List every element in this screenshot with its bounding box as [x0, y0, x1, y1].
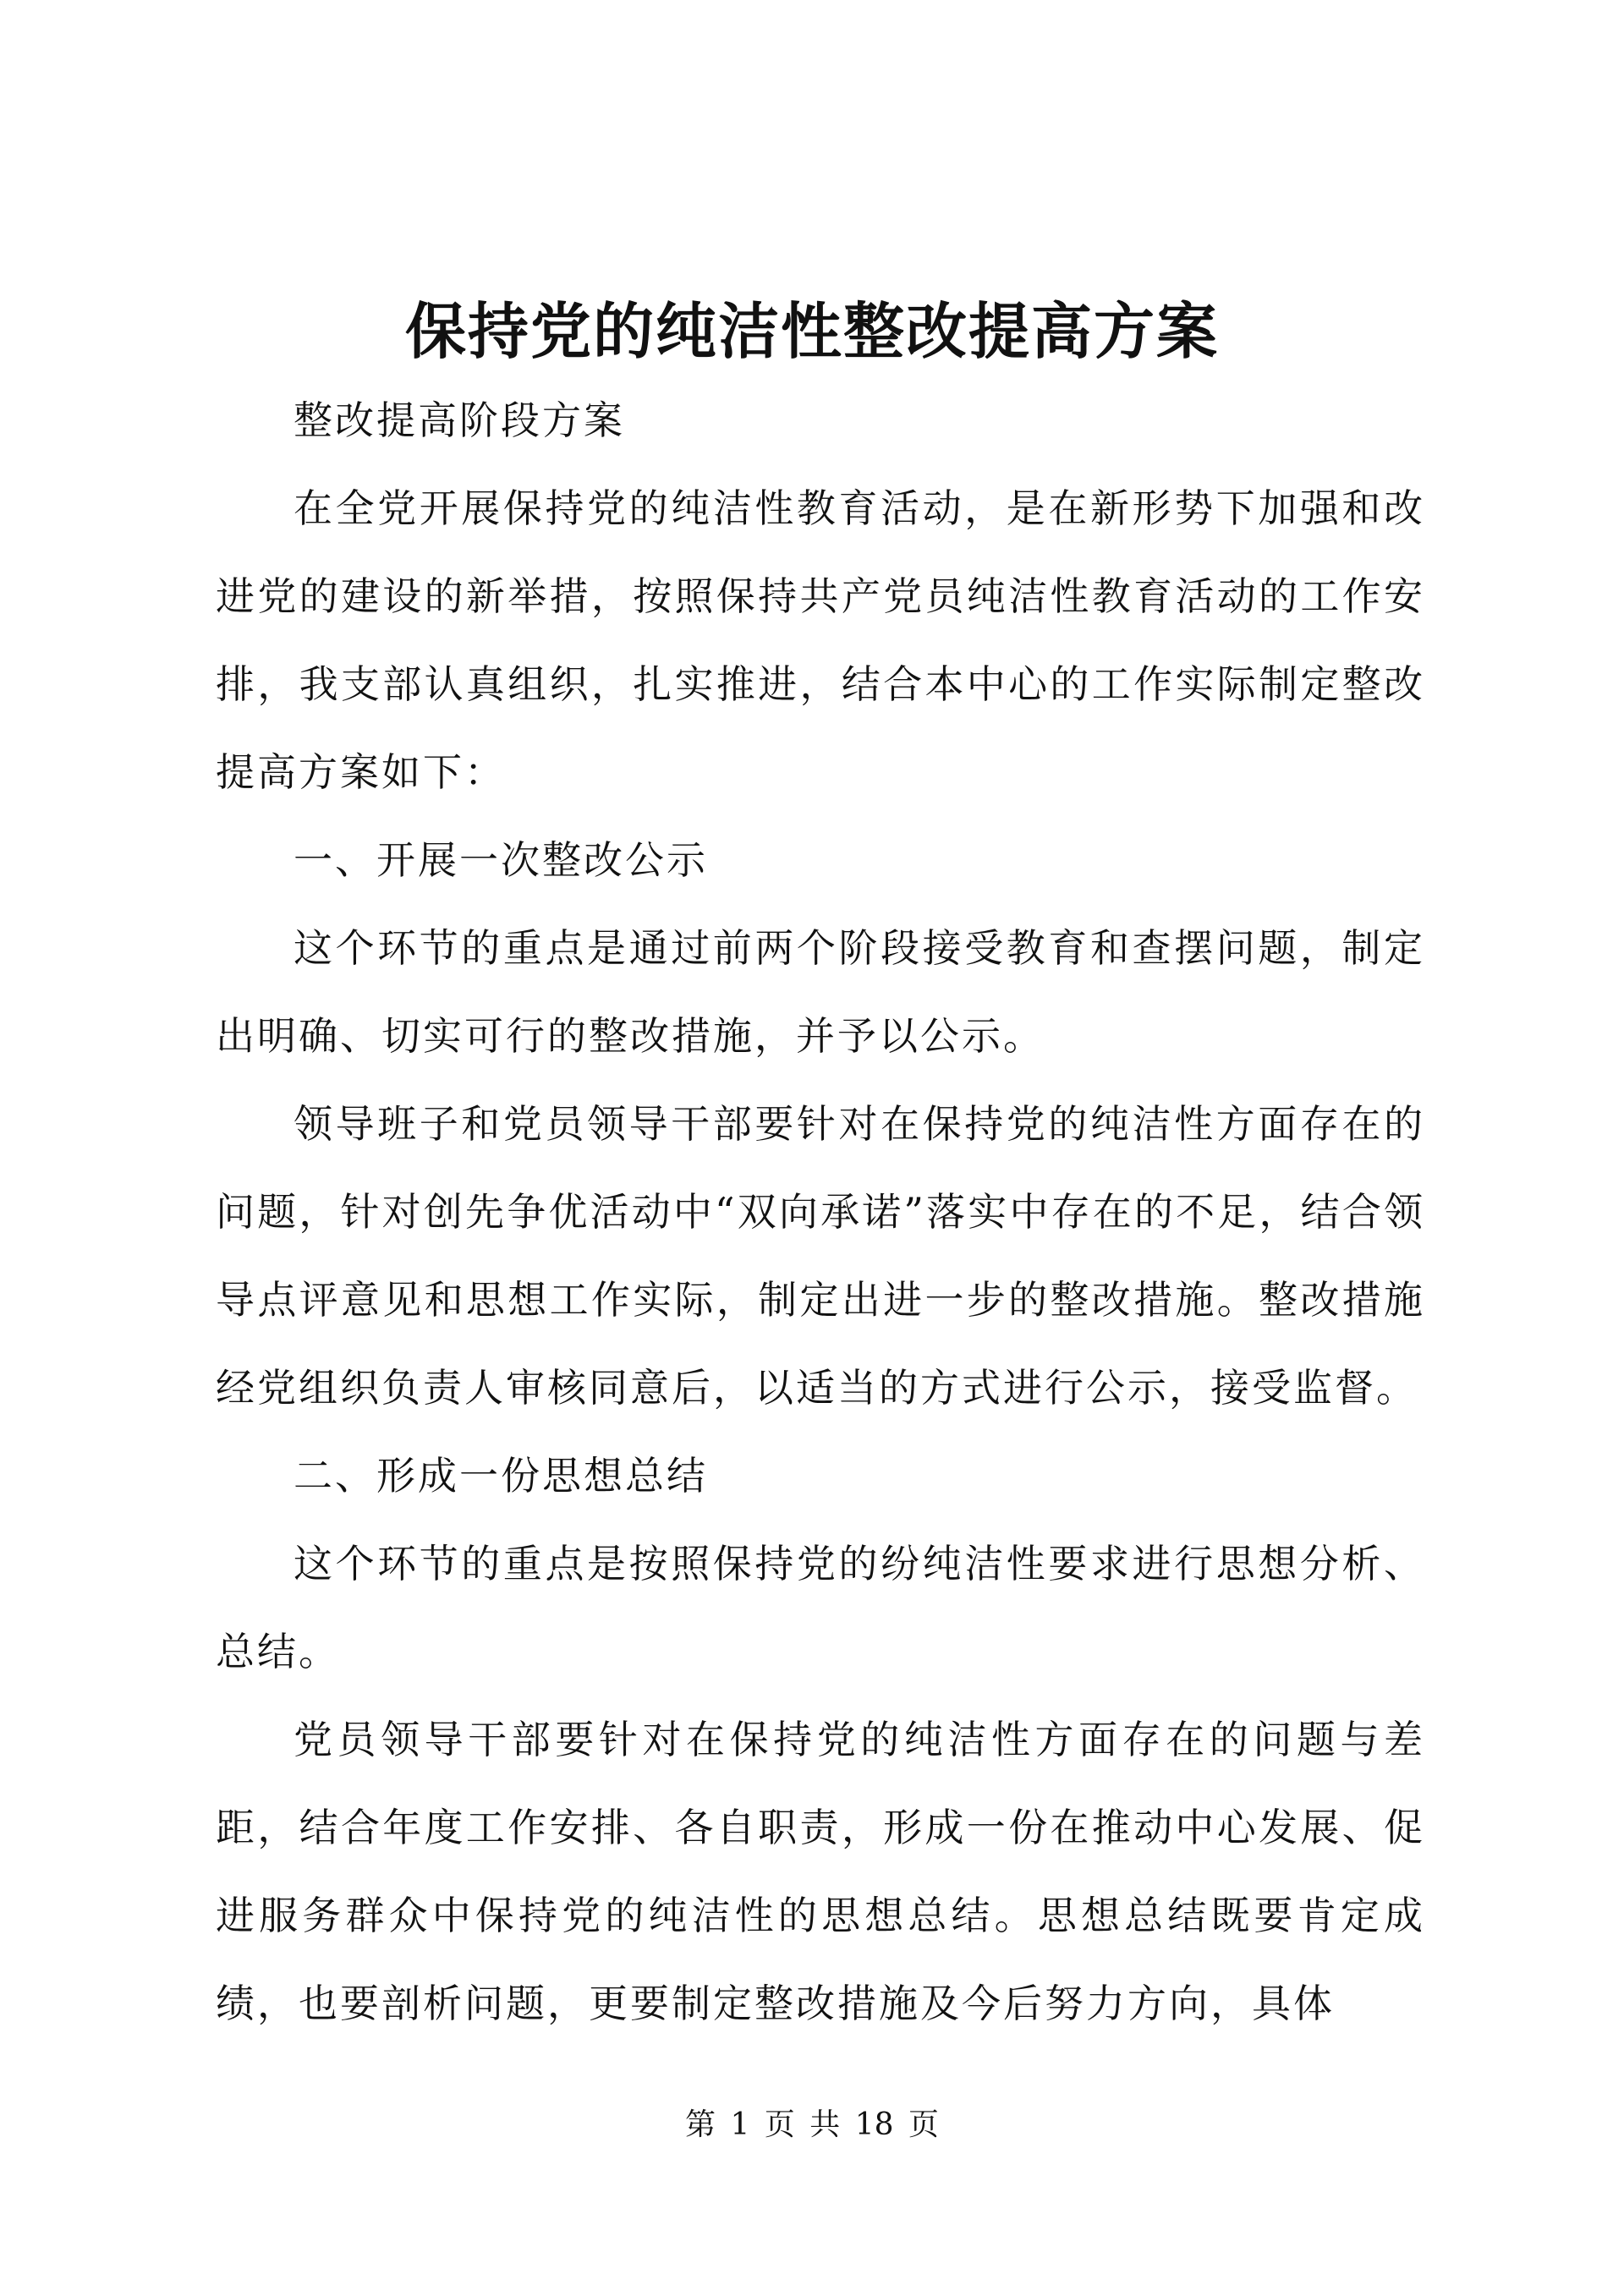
paragraph: 党员领导干部要针对在保持党的纯洁性方面存在的问题与差距，结合年度工作安排、各自职责，形成一份在推动中心发展、促进服务群众中保持党的纯洁性的思想总结。思想总结既要肯定成绩，也要剖析问题，更要制定整改措施及今后努力方向，具体: [216, 1717, 1425, 2026]
paragraph-intro: 在全党开展保持党的纯洁性教育活动，是在新形势下加强和改进党的建设的新举措，按照保持共产党员纯洁性教育活动的工作安排，我支部认真组织，扎实推进，结合本中心的工作实际制定整改提高方案如下：: [216, 485, 1425, 795]
paragraph: 领导班子和党员领导干部要针对在保持党的纯洁性方面存在的问题，针对创先争优活动中“双向承诺”落实中存在的不足，结合领导点评意见和思想工作实际，制定出进一步的整改措施。整改措施经党组织负责人审核同意后，以适当的方式进行公示，接受监督。: [216, 1101, 1425, 1411]
document-body: [216, 376, 1425, 2047]
document-title: 保持党的纯洁性整改提高方案: [404, 295, 1219, 367]
section-heading-1: 一、开展一次整改公示: [294, 837, 708, 883]
paragraph: 这个环节的重点是按照保持党的纷纯洁性要求进行思想分析、总结。: [216, 1541, 1425, 1674]
section-heading-2: 二、形成一份思想总结: [294, 1453, 708, 1499]
page-footer: 第 1 页 共 18 页: [685, 2107, 939, 2142]
paragraph-subtitle: 整改提高阶段方案: [294, 397, 625, 443]
paragraph: 这个环节的重点是通过前两个阶段接受教育和查摆问题，制定出明确、切实可行的整改措施，并予以公示。: [216, 925, 1425, 1059]
